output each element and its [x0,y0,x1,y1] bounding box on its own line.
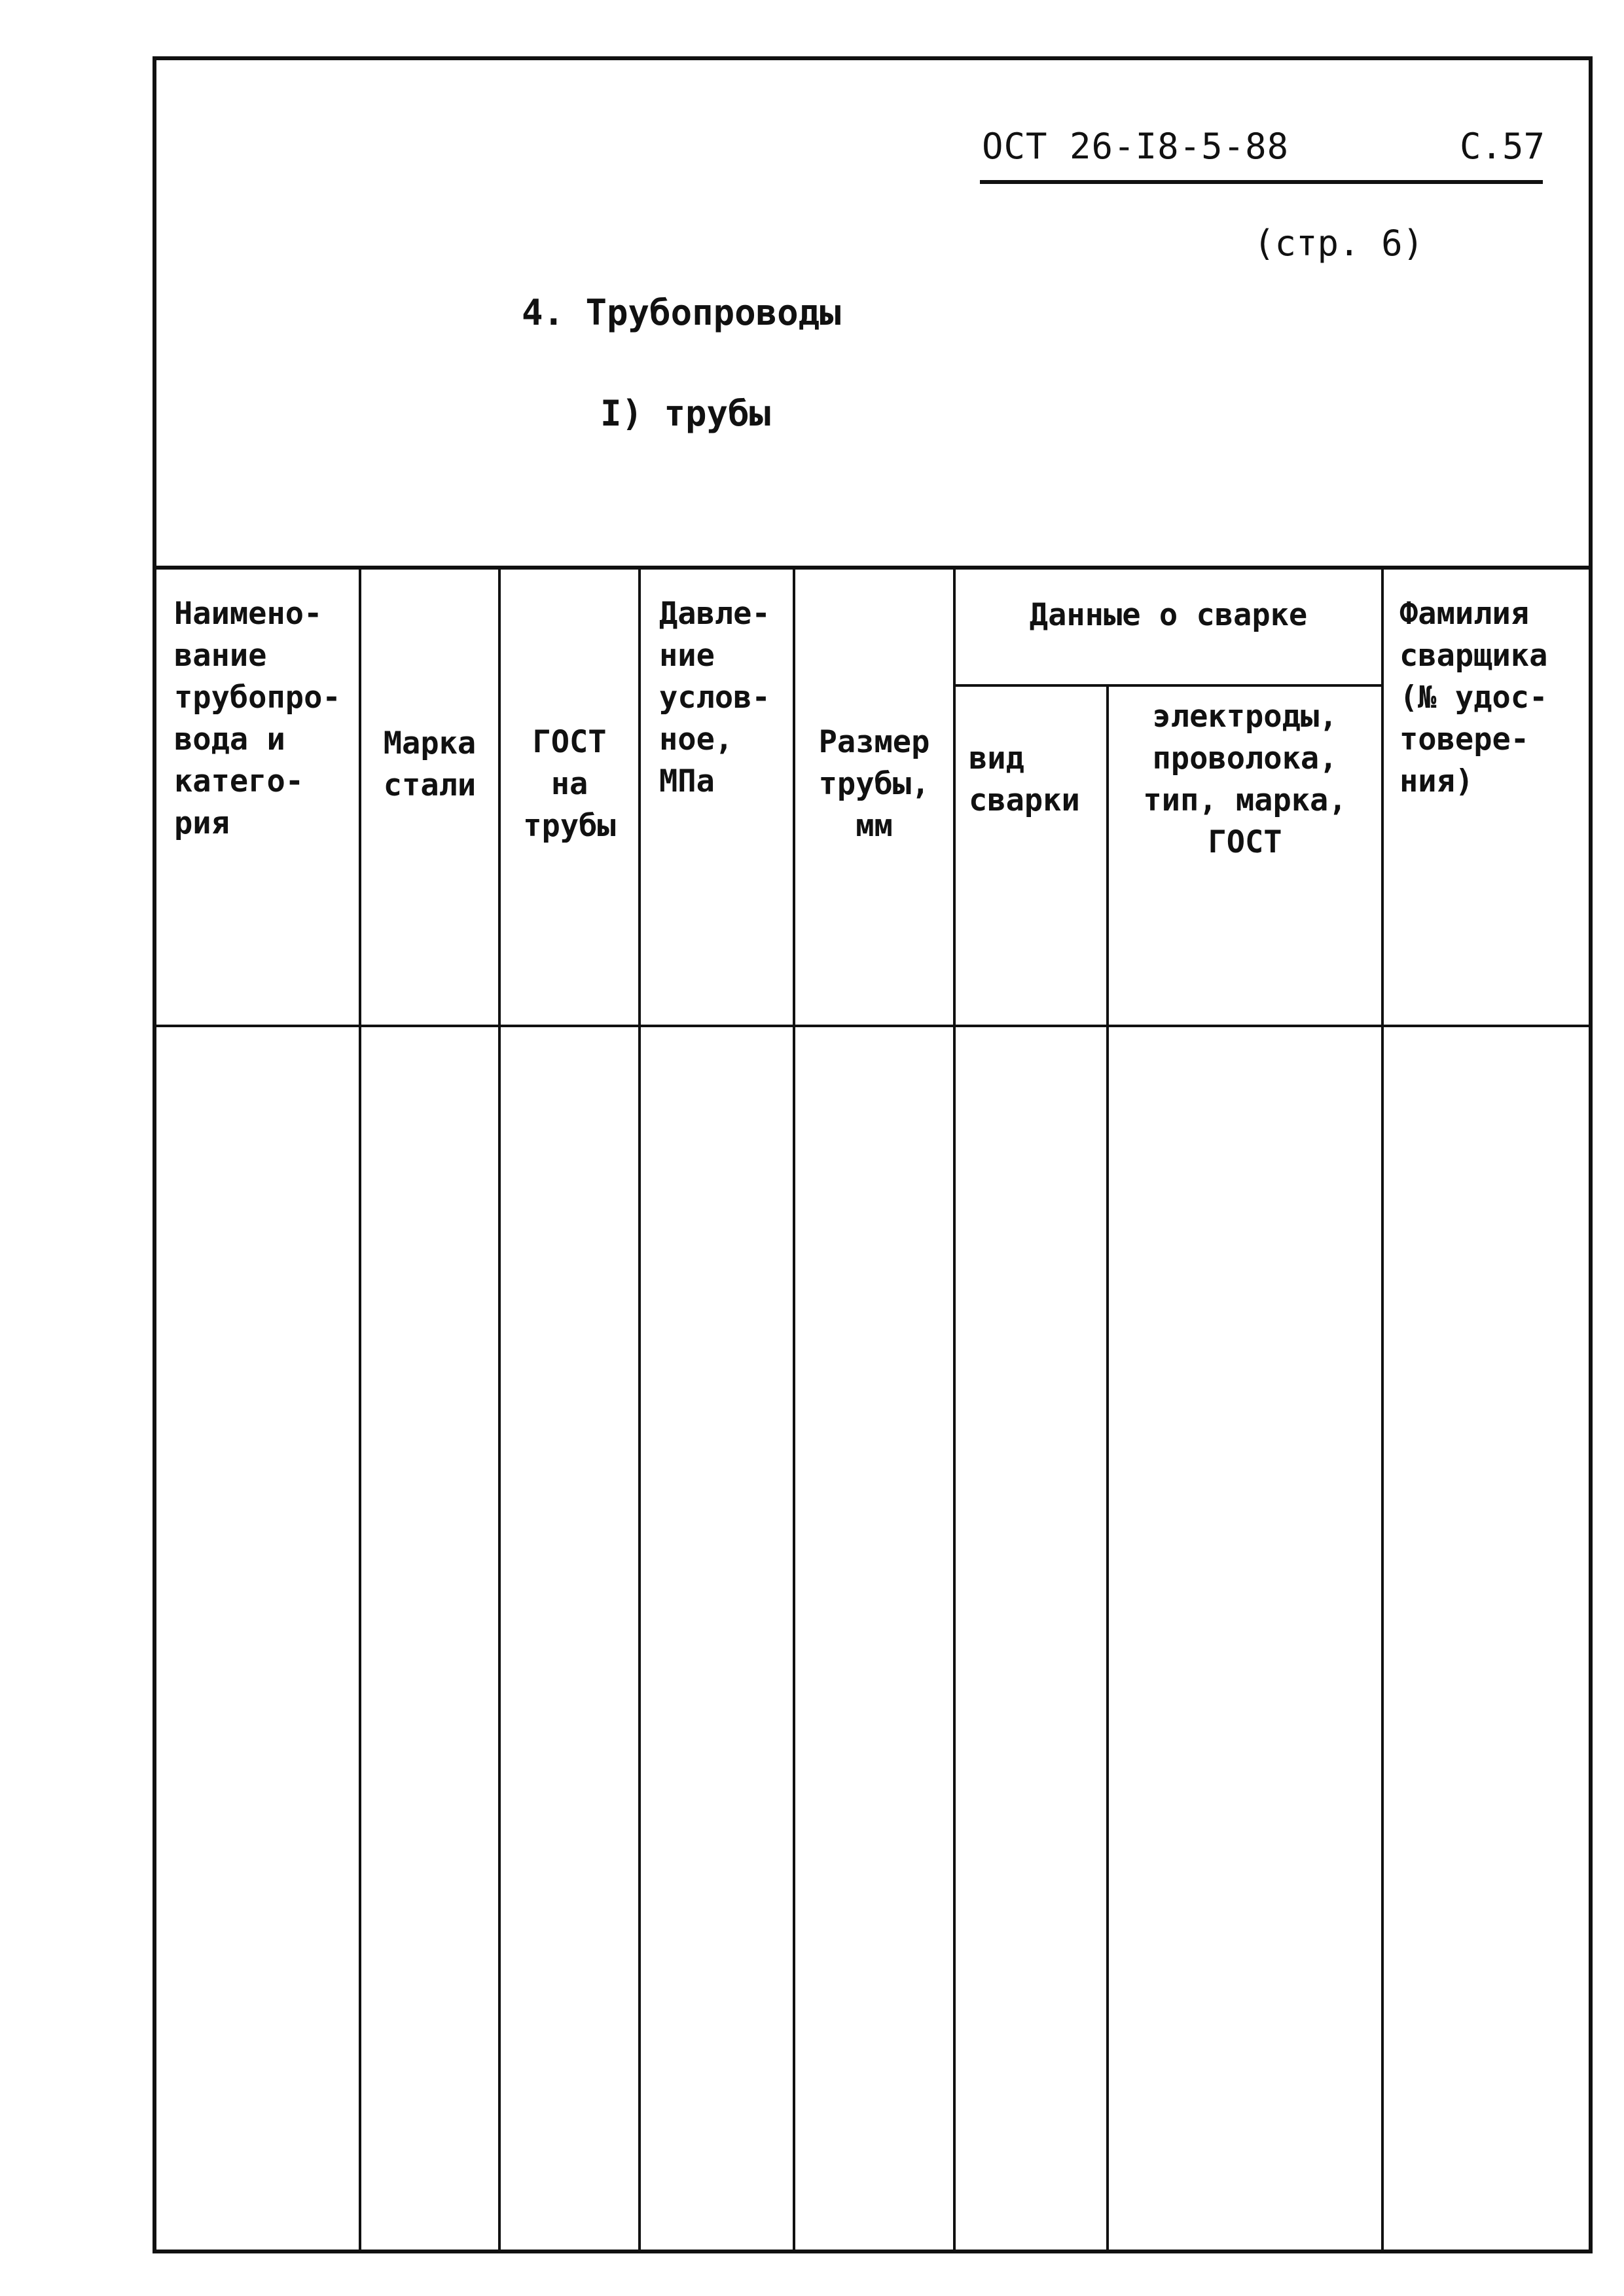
table-cell[interactable] [1108,1026,1382,2251]
section-title: 4. Трубопроводы [522,292,841,333]
header-pipeline-name [154,568,360,1026]
header-pipe-size [794,568,954,1026]
header-welding-group-label: Данные о сварке [1029,597,1308,633]
subsection-title: I) трубы [600,393,771,434]
header-pressure-label: Давле- ние услов- ное, МПа [659,596,770,799]
header-underline [980,180,1543,184]
table-cell[interactable] [154,1026,360,2251]
header-pressure [640,568,794,1026]
table-cell[interactable] [360,1026,499,2251]
header-pipeline-name-label: Наимено- вание трубопро- вода и катего- рия [174,596,341,841]
table-cell[interactable] [954,1026,1108,2251]
table-cell[interactable] [640,1026,794,2251]
header-welder [1382,568,1591,1026]
header-steel-grade-label: Марка стали [383,725,477,803]
pipes-table [154,566,1591,2251]
table-cell[interactable] [1382,1026,1591,2251]
header-steel-grade [360,568,499,1026]
header-pipe-size-label: Размер трубы, мм [818,723,930,844]
header-electrodes [1108,685,1382,1026]
header-welder-label: Фамилия сварщика (№ удос- товере- ния) [1399,596,1548,799]
header-pipe-gost-label: ГОСТ на трубы [523,723,616,844]
page-number: С.57 [1460,126,1545,167]
table-row [154,1026,1591,2251]
header-electrodes-label: электроды, проволока, тип, марка, ГОСТ [1143,699,1347,860]
table-cell[interactable] [499,1026,640,2251]
header-pipe-gost [499,568,640,1026]
sheet-label: (стр. 6) [1254,223,1424,264]
header-weld-type-label: вид сварки [969,740,1080,818]
document-code: ОСТ 26-I8-5-88 [982,126,1290,167]
header-welding-group [954,568,1382,685]
header-weld-type [954,685,1108,1026]
table-cell[interactable] [794,1026,954,2251]
